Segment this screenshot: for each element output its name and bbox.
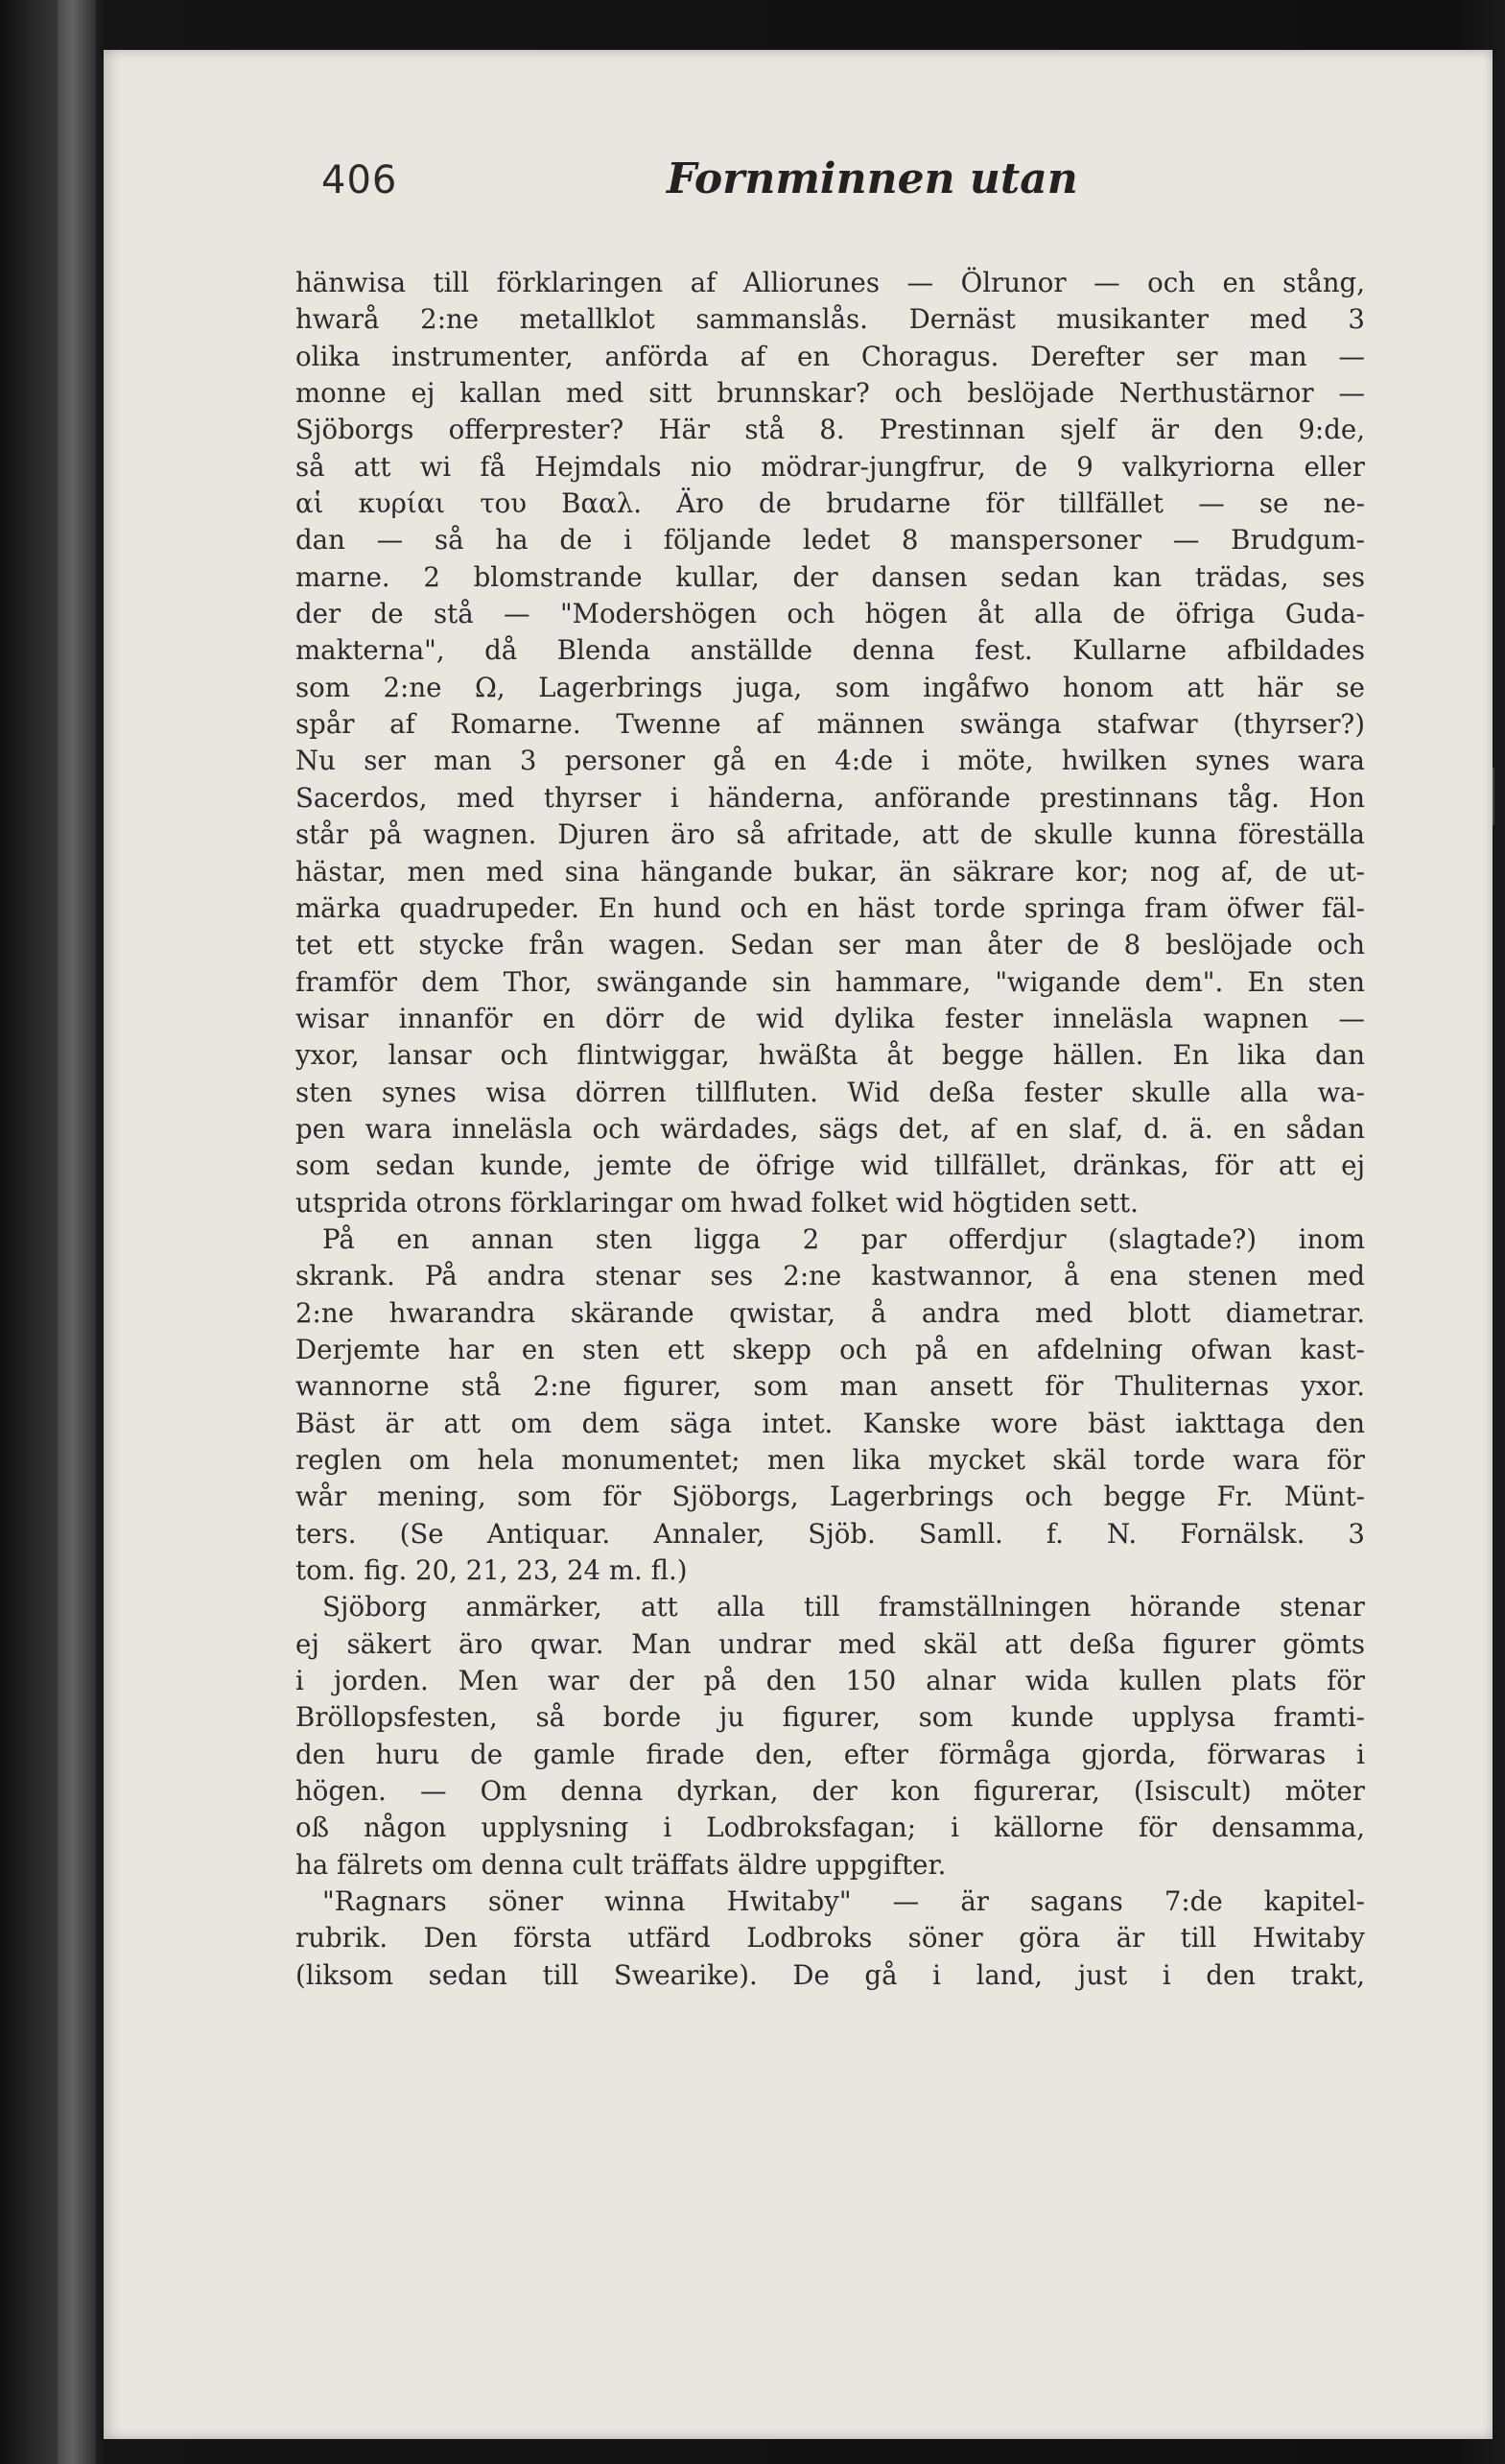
text-line: 2:ne hwarandra skärande qwistar, å andra med blott diametrar. [295,1296,1365,1329]
text-line: märka quadrupeder. En hund och en häst torde springa fram öfwer fäl- [295,891,1365,924]
text-line: der de stå — "Modershögen och högen åt alla de öfriga Guda- [295,598,1365,630]
text-line: wår mening, som för Sjöborgs, Lagerbrings och begge Fr. Münt- [295,1481,1365,1513]
book-spine [58,0,96,2464]
text-line: wisar innanför en dörr de wid dylika fester inneläsla wapnen — [295,1002,1365,1034]
text-line: så att wi få Hejmdals nio mödrar-jungfrur, de 9 valkyriorna eller [295,450,1365,483]
text-line: framför dem Thor, swängande sin hammare, "wigande dem". En sten [295,965,1365,998]
text-line: dan — så ha de i följande ledet 8 manspersoner — Brudgum- [295,524,1365,557]
text-line: Derjemte har en sten ett skepp och på en afdelning ofwan kast- [295,1333,1365,1365]
text-line: sten synes wisa dörren tillfluten. Wid deßa fester skulle alla wa- [295,1076,1365,1108]
text-line: pen wara inneläsla och wärdades, sägs det, af en slaf, d. ä. en sådan [295,1112,1365,1145]
text-line: Bäst är att om dem säga intet. Kanske wore bäst iakttaga den [295,1407,1365,1439]
text-line: yxor, lansar och flintwiggar, hwäßta åt begge hällen. En lika dan [295,1039,1365,1072]
text-line: marne. 2 blomstrande kullar, der dansen sedan kan trädas, ses [295,560,1365,593]
text-line: utsprida otrons förklaringar om hwad folket wid högtiden sett. [295,1186,1139,1219]
text-line: hänwisa till förklaringen af Alliorunes — Ölrunor — och en stång, [295,267,1365,298]
text-line: står på wagnen. Djuren äro så afritade, att de skulle kunna föreställa [295,818,1365,851]
page-number: 406 [321,158,398,202]
body-text [295,265,1365,1994]
text-line: oß någon upplysning i Lodbroksfagan; i källorne för densamma, [295,1812,1365,1844]
text-line: hwarå 2:ne metallklot sammanslås. Dernäst musikanter med 3 [295,303,1365,336]
text-line: ters. (Se Antiquar. Annaler, Sjöb. Samll. f. N. Fornälsk. 3 [295,1517,1365,1550]
text-line: spår af Romarne. Twenne af männen swänga stafwar (thyrser?) [295,708,1365,741]
text-line: Sjöborg anmärker, att alla till framställningen hörande stenar [322,1591,1365,1623]
text-line: skrank. På andra stenar ses 2:ne kastwannor, å ena stenen med [295,1260,1365,1292]
text-line: den huru de gamle firade den, efter förmåga gjorda, förwaras i [295,1738,1365,1770]
text-line: Bröllopsfesten, så borde ju figurer, som kunde upplysa framti- [295,1701,1365,1734]
page-header [225,154,1376,216]
text-line: ej säkert äro qwar. Man undrar med skäl att deßa figurer gömts [295,1627,1365,1660]
text-line: På en annan sten ligga 2 par offerdjur (slagtade?) inom [322,1222,1365,1255]
text-line: makterna", då Blenda anställde denna fest. Kullarne afbildades [295,634,1365,667]
text-line: wannorne stå 2:ne figurer, som man ansett för Thuliternas yxor. [295,1370,1365,1403]
text-line: tet ett stycke från wagen. Sedan ser man åter de 8 beslöjade och [295,929,1365,961]
text-line: högen. — Om denna dyrkan, der kon figurerar, (Isiscult) möter [295,1775,1365,1808]
text-line: (liksom sedan till Swearike). De gå i land, just i den trakt, [295,1958,1365,1991]
text-line: tom. fig. 20, 21, 23, 24 m. fl.) [295,1554,688,1587]
text-line: rubrik. Den första utfärd Lodbroks söner göra är till Hwitaby [295,1922,1365,1955]
text-line: "Ragnars söner winna Hwitaby" — är sagans 7:de kapitel- [322,1885,1365,1918]
text-line: som 2:ne Ω, Lagerbrings juga, som ingåfwo honom att här se [295,671,1365,703]
text-line: Nu ser man 3 personer gå en 4:de i möte, hwilken synes wara [295,745,1365,777]
text-line: ha fälrets om denna cult träffats äldre uppgifter. [295,1848,947,1881]
running-title: Fornminnen utan [667,154,1078,203]
text-line: hästar, men med sina hängande bukar, än säkrare kor; nog af, de ut- [295,855,1365,888]
text-line: olika instrumenter, anförda af en Choragus. Derefter ser man — [295,340,1365,372]
text-line: αἱ κυρίαι του Βααλ. Äro de brudarne för tillfället — se ne- [295,487,1365,520]
text-line: reglen om hela monumentet; men lika mycket skäl torde wara för [295,1444,1365,1476]
text-line: som sedan kunde, jemte de öfrige wid tillfället, dränkas, för att ej [295,1149,1365,1182]
text-line: Sacerdos, med thyrser i händerna, anförande prestinnans tåg. Hon [295,781,1365,814]
text-line: monne ej kallan med sitt brunnskar? och beslöjade Nerthustärnor — [295,377,1365,410]
text-line: i jorden. Men war der på den 150 alnar wida kullen plats för [295,1665,1365,1697]
text-line: Sjöborgs offerprester? Här stå 8. Prestinnan sjelf är den 9:de, [295,414,1365,446]
